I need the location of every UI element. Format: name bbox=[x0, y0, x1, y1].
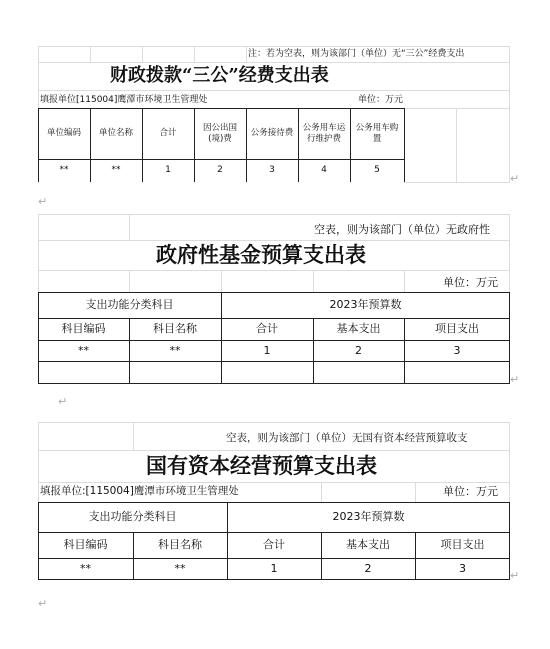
paragraph-mark: ↵ bbox=[38, 195, 48, 208]
paragraph-mark: ↵ bbox=[58, 395, 68, 408]
table-cell: 3 bbox=[269, 164, 275, 175]
table-cell: ** bbox=[174, 561, 186, 575]
table-note: 空表，则为该部门（单位）无国有资本经营预算收支 bbox=[226, 432, 468, 444]
header-cell: 项目支出 bbox=[440, 538, 485, 552]
table-title: 国有资本经营预算支出表 bbox=[146, 453, 377, 478]
reporting-unit: 填报单位:[115004]鹰潭市环境卫生管理处 bbox=[40, 485, 239, 497]
unit-label: 单位：万元 bbox=[443, 276, 498, 289]
group-header: 2023年预算数 bbox=[329, 298, 402, 312]
paragraph-mark: ↵ bbox=[38, 597, 48, 610]
table-cell: ** bbox=[111, 164, 121, 175]
group-header: 支出功能分类科目 bbox=[88, 510, 177, 524]
reporting-unit: 填报单位[115004]鹰潭市环境卫生管理处 bbox=[40, 95, 208, 105]
government-fund-budget-table bbox=[38, 214, 510, 384]
group-header: 支出功能分类科目 bbox=[85, 298, 174, 312]
header-cell: 单位名称 bbox=[98, 128, 133, 139]
table-title: 财政拨款“三公”经费支出表 bbox=[110, 65, 329, 86]
unit-label: 单位：万元 bbox=[358, 95, 404, 105]
header-cell: 合计 bbox=[159, 128, 177, 139]
table-cell: 4 bbox=[321, 164, 327, 175]
table-cell: ** bbox=[169, 343, 181, 357]
header-cell: 科目名称 bbox=[158, 538, 202, 552]
header-cell: 科目编码 bbox=[63, 538, 108, 552]
cell-end-mark: ↵ bbox=[510, 373, 520, 386]
three-public-expenses-table bbox=[38, 46, 510, 182]
table-cell: 2 bbox=[217, 164, 223, 175]
table-cell: 1 bbox=[270, 561, 278, 575]
table-cell: 1 bbox=[263, 343, 271, 357]
table-cell: ** bbox=[59, 164, 69, 175]
cell-end-mark: ↵ bbox=[510, 172, 520, 185]
header-cell: 公务接待费 bbox=[250, 128, 294, 139]
header-cell: 公务用车运 行维护费 bbox=[302, 122, 346, 144]
table-cell: 1 bbox=[165, 164, 171, 175]
header-cell: 科目编码 bbox=[61, 322, 106, 336]
table-cell: 2 bbox=[355, 343, 362, 357]
header-cell: 合计 bbox=[256, 322, 278, 336]
table-note: 空表，则为该部门（单位）无政府性 bbox=[314, 223, 490, 236]
header-cell: 科目名称 bbox=[153, 322, 197, 336]
header-cell: 基本支出 bbox=[346, 538, 390, 552]
header-cell: 合计 bbox=[263, 538, 285, 552]
header-cell: 公务用车购 置 bbox=[355, 122, 399, 144]
group-header: 2023年预算数 bbox=[332, 510, 405, 524]
table-cell: ** bbox=[80, 561, 91, 575]
table-title: 政府性基金预算支出表 bbox=[156, 242, 366, 267]
header-cell: 单位编码 bbox=[46, 128, 81, 139]
unit-label: 单位：万元 bbox=[443, 485, 498, 498]
table-cell: 3 bbox=[459, 561, 466, 575]
table-cell: 3 bbox=[453, 343, 461, 357]
cell-end-mark: ↵ bbox=[510, 569, 520, 582]
header-cell: 基本支出 bbox=[336, 322, 381, 336]
table-note: 注：若为空表，则为该部门（单位）无“三公”经费支出 bbox=[248, 49, 465, 59]
header-cell: 项目支出 bbox=[435, 322, 479, 336]
table-cell: 2 bbox=[364, 561, 372, 575]
header-cell: 因公出国 (境)费 bbox=[202, 122, 237, 144]
state-capital-budget-table bbox=[38, 422, 510, 582]
table-cell: 5 bbox=[374, 164, 380, 175]
table-cell: ** bbox=[78, 343, 89, 357]
